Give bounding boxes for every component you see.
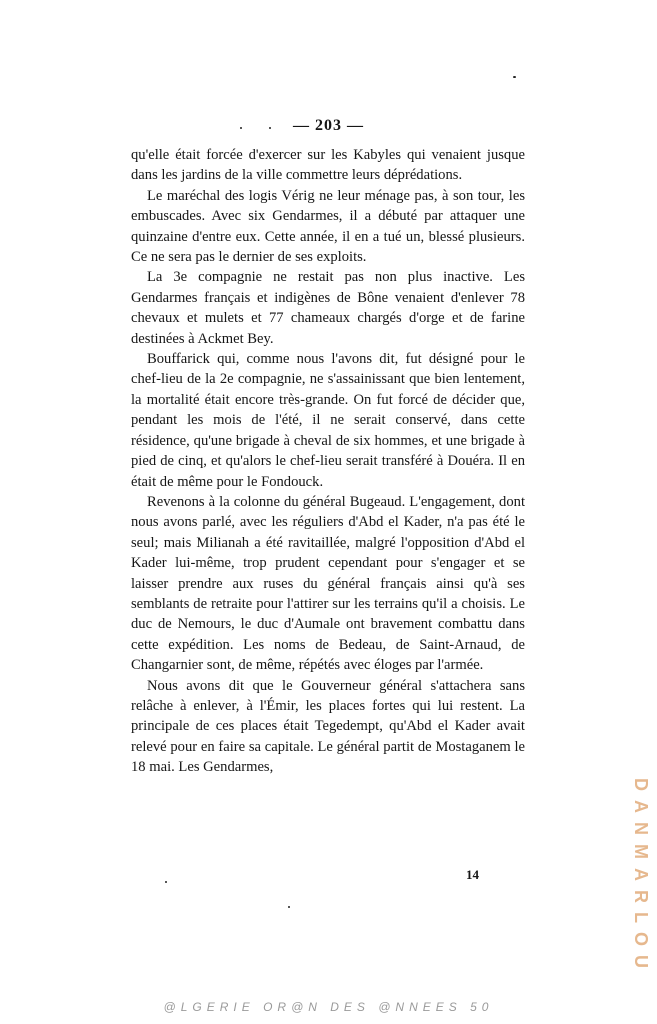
ink-speck <box>288 906 290 908</box>
page-body <box>131 145 525 778</box>
ink-speck <box>513 76 516 78</box>
paragraph-6: Nous avons dit que le Gouverneur général s'attachera sans relâche à enlever, à l'Émir, les places fortes qui lui restent. La principale de ces places était Tegedempt, qu'Abd el Kader avait relevé pour en faire sa capitale. Le général partit de Mostaganem le 18 mai. Les Gendarmes, <box>131 677 525 776</box>
page-number: — 203 — <box>293 117 364 134</box>
paragraph-3: La 3e compagnie ne restait pas non plus inactive. Les Gendarmes français et indigènes de Bône venaient d'enlever 78 chevaux et mulets et 77 chameaux chargés d'orge et de farine destinées à Ackmet Bey. <box>131 269 525 347</box>
footer-watermark: @LGERIE OR@N DES @NNEES 50 <box>163 1000 494 1014</box>
paragraph-2: Le maréchal des logis Vérig ne leur ménage pas, à son tour, les embuscades. Avec six Gendarmes, il a débuté par attaquer une quinzaine d'entre eux. Cette année, il en a tué un, blessé plusieurs. Ce ne sera pas le dernier de ses exploits. <box>131 187 525 266</box>
ink-speck <box>269 127 271 129</box>
paragraph-1: qu'elle était forcée d'exercer sur les Kabyles qui venaient jusque dans les jardins de la ville commettre leurs déprédations. <box>131 147 525 184</box>
paragraph-4: Bouffarick qui, comme nous l'avons dit, fut désigné pour le chef-lieu de la 2e compagnie, ne s'assainissant que bien lentement, la mortalité était encore très-grande. On fut forcé de décider que, pendant les mois de l'été, il ne serait conservé, dans cette résidence, qu'une brigade à cheval de six hommes, et une brigade à pied de cinq, et qu'alors le chef-lieu serait transféré à Douéra. Il en était de même pour le Fondouck. <box>131 351 525 490</box>
ink-speck <box>165 881 167 883</box>
signature-mark: 14 <box>466 867 479 882</box>
ink-speck <box>240 127 242 129</box>
paragraph-5: Revenons à la colonne du général Bugeaud. L'engagement, dont nous avons parlé, avec les réguliers d'Abd el Kader, n'a pas été le seul; mais Milianah a été ravitaillée, malgré l'opposition d'Abd el Kader lui-même, trop prudent cependant pour s'engager et se laisser prendre aux ruses du général français ainsi qu'à ses semblants de retraite pour l'attirer sur les terrains qu'il a choisis. Le duc de Nemours, le duc d'Aumale ont bravement combattu dans cette expédition. Les noms de Bedeau, de Saint-Arnaud, de Changarnier sont, de même, répétés avec éloges par l'armée. <box>131 493 525 674</box>
vertical-watermark: DANMARLOU <box>631 778 651 977</box>
